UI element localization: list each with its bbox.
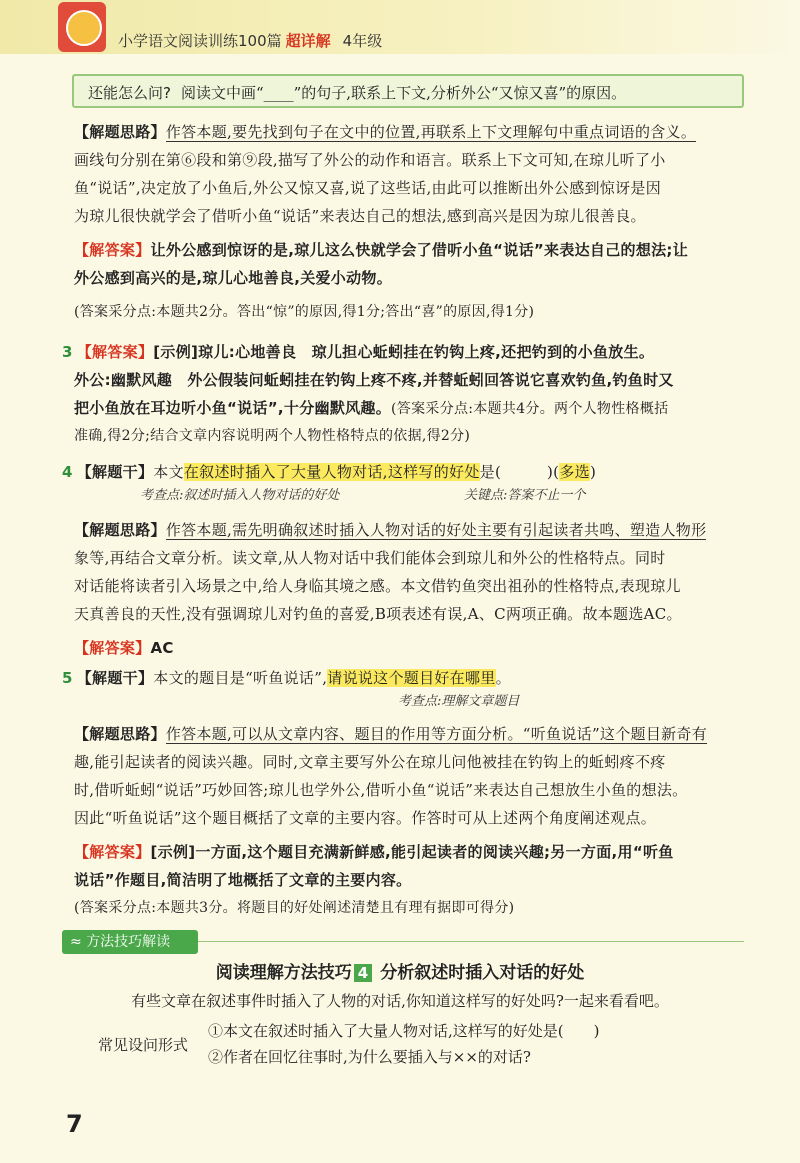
q2-analysis-line-1 — [74, 118, 696, 146]
q4-stem-highlight: 在叙述时插入了大量人物对话,这样写的好处 — [183, 463, 480, 481]
section-divider — [198, 941, 744, 942]
q5-stem — [62, 664, 511, 692]
q5-answer-label: 【解答案】 — [74, 843, 151, 861]
q5-stem-prefix: 本文的题目是“听鱼说话”, — [153, 669, 328, 687]
q3-number: 3 — [62, 343, 73, 361]
q2-answer-line-1 — [74, 236, 688, 264]
q5-number: 5 — [62, 669, 73, 687]
question-forms-label: 常见设问形式 — [98, 1036, 189, 1054]
q4-analysis-line-4: 天真善良的天性,没有强调琼儿对钓鱼的喜爱,B项表述有误,A、C两项正确。故本题选AC。 — [74, 605, 682, 623]
q5-analysis-label: 【解题思路】 — [74, 725, 166, 743]
wave-icon: ≈ — [70, 934, 87, 950]
q2-answer-text-1: 让外公感到惊讶的是,琼儿这么快就学会了借听小鱼“说话”来表达自己的想法;让 — [150, 241, 689, 259]
q4-note-left: 考查点:叙述时插入人物对话的好处 — [140, 488, 340, 503]
q4-note-right: 关键点:答案不止一个 — [464, 488, 586, 503]
q2-analysis-text-1: 作答本题,要先找到句子在文中的位置,再联系上下文理解句中重点词语的含义。 — [165, 123, 697, 141]
method-title-num: 4 — [354, 964, 372, 982]
q5-answer-line-2: 说话”作题目,简洁明了地概括了文章的主要内容。 — [74, 871, 412, 889]
q2-answer-line-2: 外公感到高兴的是,琼儿心地善良,关爱小动物。 — [74, 269, 392, 287]
header — [0, 0, 800, 56]
ask-box-text: 阅读文中画“____”的句子,联系上下文,分析外公“又惊又喜”的原因。 — [180, 84, 627, 102]
q3-answer-label: 【解答案】 — [76, 343, 154, 361]
q2-scoring: (答案采分点:本题共2分。答出“惊”的原因,得1分;答出“喜”的原因,得1分) — [74, 304, 535, 320]
q3-line-3 — [74, 394, 668, 423]
q5-analysis-line-1 — [74, 720, 707, 748]
q5-analysis-line-2: 趣,能引起读者的阅读兴趣。同时,文章主要写外公在琼儿问他被挂在钓钩上的蚯蚓疼不疼 — [74, 753, 666, 771]
q4-stem-end: ) — [589, 463, 597, 481]
book-name: 小学语文阅读训练100篇 — [118, 32, 282, 50]
q4-answer — [74, 634, 174, 662]
q5-stem-highlight: 请说说这个题目好在哪里 — [327, 669, 496, 687]
q4-analysis-label: 【解题思路】 — [74, 521, 166, 539]
q4-analysis-line-1 — [74, 516, 706, 544]
q3-scoring-a: (答案采分点:本题共4分。两个人物性格概括 — [391, 401, 669, 417]
q4-number: 4 — [62, 463, 73, 481]
q5-note: 考查点:理解文章题目 — [398, 694, 520, 709]
question-form-1: ①本文在叙述时插入了大量人物对话,这样写的好处是( ) — [208, 1022, 600, 1040]
book-title — [118, 30, 382, 51]
q5-answer-line-1 — [74, 838, 674, 866]
q5-stem-end: 。 — [495, 669, 511, 687]
logo-emblem — [66, 10, 102, 46]
question-form-2: ②作者在回忆往事时,为什么要插入与××的对话? — [208, 1048, 531, 1066]
q5-stem-label: 【解题干】 — [76, 669, 154, 687]
q4-analysis-line-3: 对话能将读者引入场景之中,给人身临其境之感。本文借钓鱼突出祖孙的性格特点,表现琼儿 — [74, 577, 681, 595]
q4-stem-suffix: 是( )( — [479, 463, 560, 481]
q2-analysis-line-2: 画线句分别在第⑥段和第⑨段,描写了外公的动作和语言。联系上下文可知,在琼儿听了小 — [74, 151, 666, 169]
q3-answer-text-1: [示例]琼儿:心地善良 琼儿担心蚯蚓挂在钓钩上疼,还把钓到的小鱼放生。 — [153, 343, 655, 361]
q3-answer-text-3: 把小鱼放在耳边听小鱼“说话”,十分幽默风趣。 — [74, 399, 392, 417]
q4-stem-label: 【解题干】 — [76, 463, 154, 481]
q5-analysis-text-1: 作答本题,可以从文章内容、题目的作用等方面分析。“听鱼说话”这个题目新奇有 — [165, 725, 708, 743]
edition-label: 超详解 — [285, 32, 331, 50]
ask-box-label: 还能怎么问? — [88, 84, 171, 102]
q5-answer-text-1: [示例]一方面,这个题目充满新鲜感,能引起读者的阅读兴趣;另一方面,用“听鱼 — [150, 843, 674, 861]
q2-answer-label: 【解答案】 — [74, 241, 151, 259]
q2-analysis-line-3: 鱼“说话”,决定放了小鱼后,外公又惊又喜,说了这些话,由此可以推断出外公感到惊讶是因 — [74, 179, 662, 197]
method-section-tag — [62, 930, 198, 954]
q4-stem — [62, 458, 596, 486]
method-title-prefix: 阅读理解方法技巧 — [215, 963, 352, 983]
grade-label: 4年级 — [342, 32, 383, 50]
page-number: 7 — [66, 1110, 83, 1138]
method-section-label: 方法技巧解读 — [86, 934, 171, 950]
method-title-text: 分析叙述时插入对话的好处 — [380, 963, 585, 983]
q5-scoring: (答案采分点:本题共3分。将题目的好处阐述清楚且有理有据即可得分) — [74, 900, 515, 916]
q4-answer-text: AC — [150, 639, 174, 657]
q4-analysis-text-1: 作答本题,需先明确叙述时插入人物对话的好处主要有引起读者共鸣、塑造人物形 — [165, 521, 707, 539]
logo-icon — [58, 2, 106, 52]
q5-analysis-line-4: 因此“听鱼说话”这个题目概括了文章的主要内容。作答时可从上述两个角度阐述观点。 — [74, 809, 657, 827]
q2-analysis-line-4: 为琼儿很快就学会了借听小鱼“说话”来表达自己的想法,感到高兴是因为琼儿很善良。 — [74, 207, 646, 225]
method-title — [0, 958, 800, 983]
q3-line-2: 外公:幽默风趣 外公假装问蚯蚓挂在钓钩上疼不疼,并替蚯蚓回答说它喜欢钓鱼,钓鱼时又 — [74, 371, 674, 389]
alternative-question-box — [72, 74, 744, 108]
q2-analysis-label: 【解题思路】 — [74, 123, 166, 141]
q4-stem-prefix: 本文 — [153, 463, 184, 481]
q5-analysis-line-3: 时,借听蚯蚓“说话”巧妙回答;琼儿也学外公,借听小鱼“说话”来表达自己想放生小鱼的想法。 — [74, 781, 688, 799]
q3-scoring-b: 准确,得2分;结合文章内容说明两个人物性格特点的依据,得2分) — [74, 428, 471, 444]
method-intro: 有些文章在叙述事件时插入了人物的对话,你知道这样写的好处吗?一起来看看吧。 — [131, 992, 669, 1010]
q4-stem-multi: 多选 — [559, 463, 590, 481]
q4-analysis-line-2: 象等,再结合文章分析。读文章,从人物对话中我们能体会到琼儿和外公的性格特点。同时 — [74, 549, 666, 567]
q4-answer-label: 【解答案】 — [74, 639, 151, 657]
q3-line-1 — [62, 338, 654, 366]
